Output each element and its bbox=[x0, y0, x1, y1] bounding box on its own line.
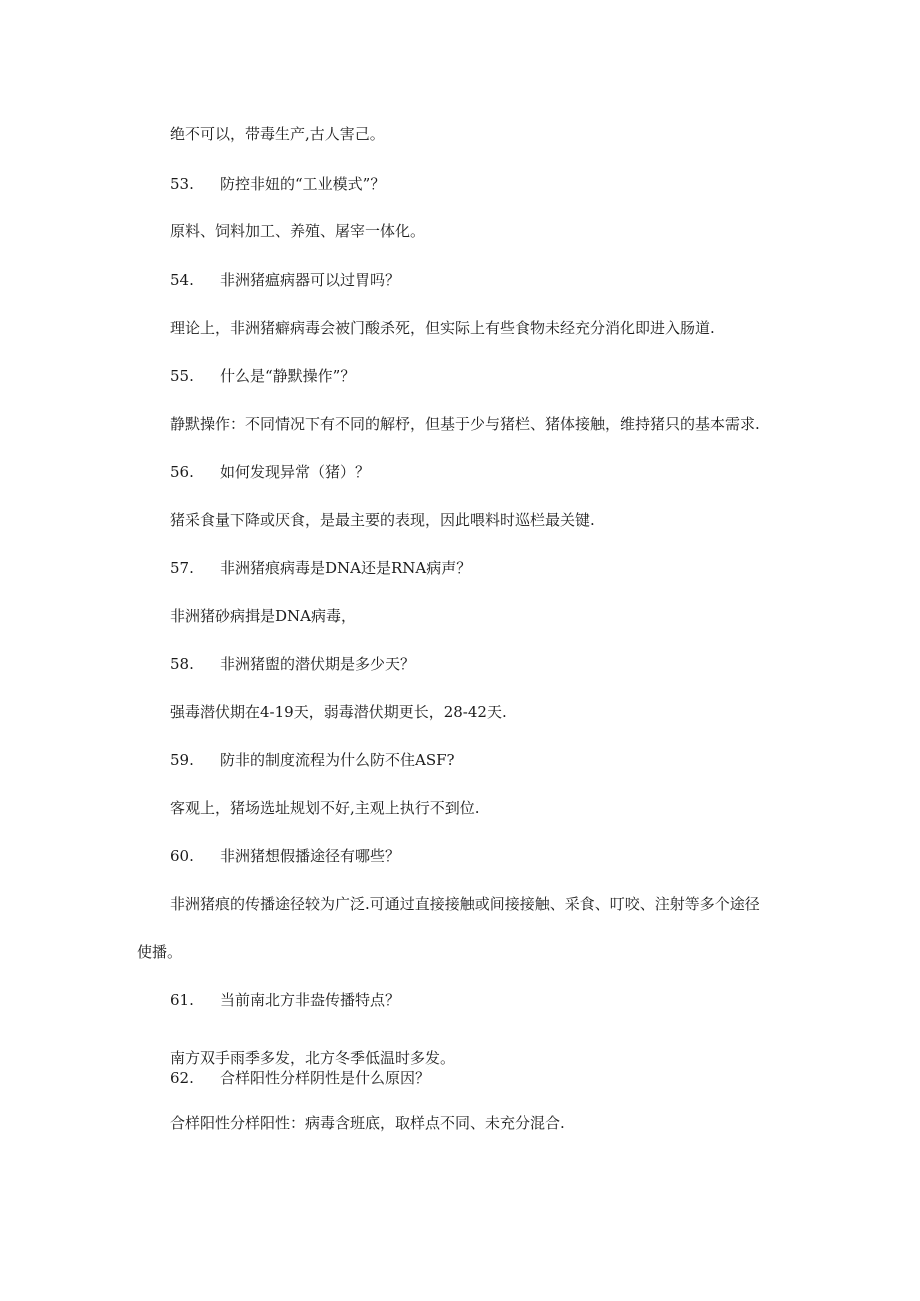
answer-text: 非洲猪痕的传播途径较为广泛.可通过直接接触或间接接触、采食、叮咬、注射等多个途径 bbox=[170, 895, 760, 913]
answer-text-continued: 使播。 bbox=[137, 943, 183, 961]
answer-text: 合样阳性分样阳性：病毒含班底，取样点不同、未充分混合. bbox=[170, 1114, 565, 1132]
question-number: 53. bbox=[170, 175, 194, 193]
question-text: 合样阳性分样阴性是什么原因？ bbox=[220, 1069, 431, 1087]
question-text: 非洲猪痕病毒是DNA还是RNA病声？ bbox=[220, 559, 472, 577]
question-number: 60. bbox=[170, 847, 194, 865]
answer-text: 非洲猪砂病揖是DNA病毒， bbox=[170, 607, 356, 625]
question-number: 55. bbox=[170, 367, 194, 385]
question-number: 56. bbox=[170, 463, 194, 481]
question-text: 当前南北方非盎传播特点？ bbox=[220, 991, 401, 1009]
answer-text: 猪采食量下降或厌食，是最主要的表现，因此喂料时巡栏最关键. bbox=[170, 511, 595, 529]
question-text: 防非的制度流程为什么防不住ASF? bbox=[220, 751, 455, 769]
answer-text: 绝不可以，带毒生产,古人害己。 bbox=[170, 125, 385, 143]
answer-text: 静默操作：不同情况下有不同的解杼，但基于少与猪栏、猪体接触，维持猪只的基本需求. bbox=[170, 415, 760, 433]
question-text: 什么是“静默操作”？ bbox=[220, 367, 356, 385]
answer-text: 原料、饲料加工、养殖、屠宰一体化。 bbox=[170, 222, 426, 240]
answer-text: 强毒潜伏期在4-19天，弱毒潜伏期更长，28-42天. bbox=[170, 703, 507, 721]
question-number: 58. bbox=[170, 655, 194, 673]
question-number: 59. bbox=[170, 751, 194, 769]
answer-text: 理论上，非洲猪癖病毒会被门酸杀死，但实际上有些食物未经充分消化即进入肠道. bbox=[170, 319, 715, 337]
question-text: 防控非妞的“工业模式”？ bbox=[220, 175, 386, 193]
question-number: 57. bbox=[170, 559, 194, 577]
question-text: 非洲猪盥的潜伏期是多少天？ bbox=[220, 655, 416, 673]
question-text: 非洲猪瘟病器可以过胃吗？ bbox=[220, 271, 401, 289]
question-text: 非洲猪想假播途径有哪些？ bbox=[220, 847, 401, 865]
answer-text: 南方双手雨季多发，北方冬季低温时多发。 bbox=[170, 1049, 456, 1067]
question-number: 54. bbox=[170, 271, 194, 289]
question-text: 如何发现异常（猪）？ bbox=[220, 463, 371, 481]
question-number: 62. bbox=[170, 1069, 194, 1087]
answer-text: 客观上，猪场选址规划不好,主观上执行不到位. bbox=[170, 799, 480, 817]
question-number: 61. bbox=[170, 991, 194, 1009]
